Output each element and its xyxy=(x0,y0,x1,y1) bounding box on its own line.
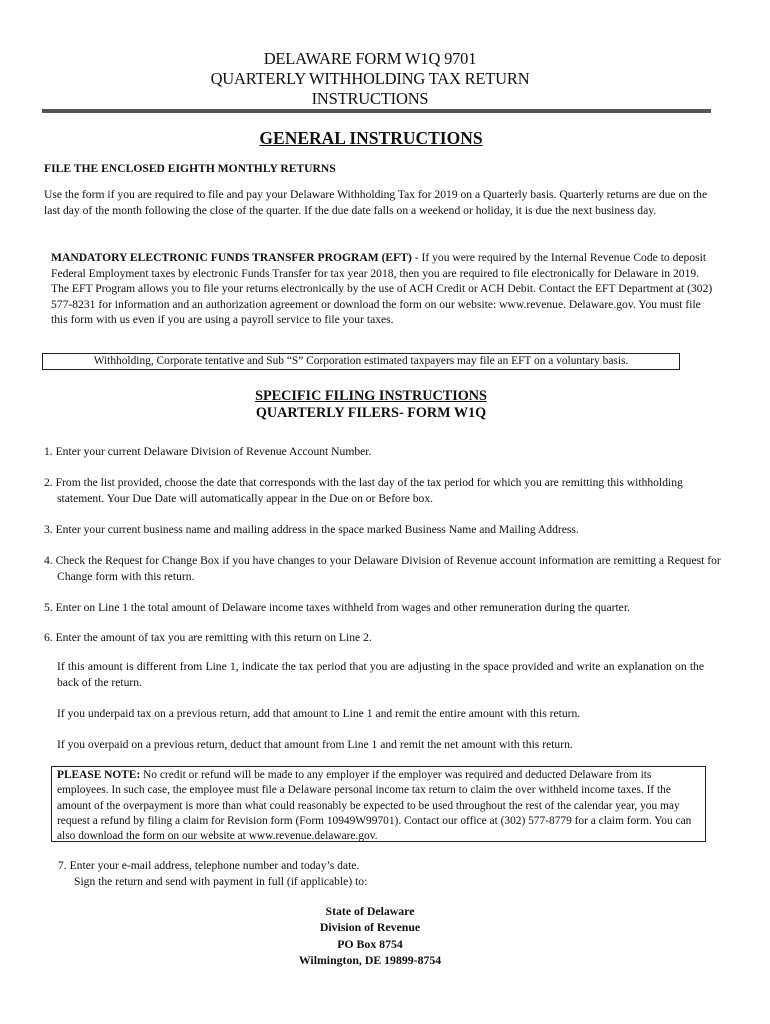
instruction-item-7-line-1: 7. Enter your e-mail address, telephone number and today’s date. xyxy=(58,859,360,872)
instruction-item-4: 4. Check the Request for Change Box if you have changes to your Delaware Division of Revenue account information are remitting a Request for Change form with this return. xyxy=(44,554,721,583)
please-note-label: PLEASE NOTE: xyxy=(57,769,141,781)
title-line-2: QUARTERLY WITHHOLDING TAX RETURN xyxy=(210,69,530,88)
please-note-text: No credit or refund will be made to any employer if the employer was required and deducted Delaware from its employees. In such case, the employee must file a Delaware personal income tax return to claim the over withheld income taxes. If the amount of the overpayment is more than what could reasonably be expected to be used throughout the rest of the calendar year, you may request a refund by filing a claim for Revision form (Form 10949W99701). Contact our office at (302) 577-8779 for a claim form. You can also download the form on our website at www.revenue.delaware.gov. xyxy=(57,769,692,843)
address-line-3: PO Box 8754 xyxy=(337,936,403,951)
please-note-box xyxy=(51,766,706,842)
eft-text: - If you were required by the Internal Revenue Code to deposit Federal Employment taxes by electronic Funds Transfer for tax year 2018, then you are required to file electronically for Delaware in 2019. The EFT Program allows you to file your returns electronically by the use of ACH Credit or ACH Debit. Contact the EFT Department at (302) 577-8231 for information and an authorization agreement or download the form on our website: www.revenue. Delaware.gov. You must file this form with us even if you are using a payroll service to file your taxes. xyxy=(51,251,713,327)
instruction-item-5: 5. Enter on Line 1 the total amount of Delaware income taxes withheld from wages and other remuneration during the quarter. xyxy=(44,601,630,614)
title-divider xyxy=(42,109,711,113)
instruction-item-6: 6. Enter the amount of tax you are remitting with this return on Line 2. xyxy=(44,631,372,644)
instruction-item-3: 3. Enter your current business name and mailing address in the space marked Business Name and Mailing Address. xyxy=(44,523,579,536)
eft-paragraph xyxy=(51,250,715,328)
general-instructions-heading: GENERAL INSTRUCTIONS xyxy=(259,128,483,148)
instruction-item-2: 2. From the list provided, choose the date that corresponds with the last day of the tax period for which you are remitting this withholding statement. Your Due Date will automatically appear in the Due on or Before box. xyxy=(44,476,683,505)
title-line-1: DELAWARE FORM W1Q 9701 xyxy=(263,49,477,68)
address-line-4: Wilmington, DE 19899-8754 xyxy=(298,952,442,967)
specific-heading-line-1: SPECIFIC FILING INSTRUCTIONS xyxy=(255,388,487,404)
address-line-2: Division of Revenue xyxy=(319,920,421,935)
instruction-item-7-line-2: Sign the return and send with payment in full (if applicable) to: xyxy=(74,875,368,888)
eft-label: MANDATORY ELECTRONIC FUNDS TRANSFER PROGRAM (EFT) xyxy=(51,251,412,264)
mailing-address xyxy=(0,903,740,968)
instruction-item-1: 1. Enter your current Delaware Division of Revenue Account Number. xyxy=(44,445,372,458)
title-line-3: INSTRUCTIONS xyxy=(311,89,429,108)
general-paragraph: Use the form if you are required to file and pay your Delaware Withholding Tax for 2019 on a Quarterly basis. Quarterly returns are due on the last day of the month following the close of the quarter. If the due date falls on a weekend or holiday, it is due the next business day. xyxy=(44,188,708,217)
specific-heading-line-2: QUARTERLY FILERS- FORM W1Q xyxy=(255,405,487,421)
voluntary-eft-note: Withholding, Corporate tentative and Sub “S” Corporation estimated taxpayers may file an EFT on a voluntary basis. xyxy=(42,353,680,370)
address-line-1: State of Delaware xyxy=(325,904,415,918)
item-6-paragraph-2: If you underpaid tax on a previous return, add that amount to Line 1 and remit the entire amount with this return. xyxy=(57,707,581,720)
document-title xyxy=(0,49,740,109)
specific-instructions-heading xyxy=(0,388,742,422)
general-subheading: FILE THE ENCLOSED EIGHTH MONTHLY RETURNS xyxy=(44,162,336,175)
item-6-paragraph-1: If this amount is different from Line 1, indicate the tax period that you are adjusting in the space provided and write an explanation on the back of the return. xyxy=(57,660,704,689)
item-6-paragraph-3: If you overpaid on a previous return, deduct that amount from Line 1 and remit the net amount with this return. xyxy=(57,738,573,751)
